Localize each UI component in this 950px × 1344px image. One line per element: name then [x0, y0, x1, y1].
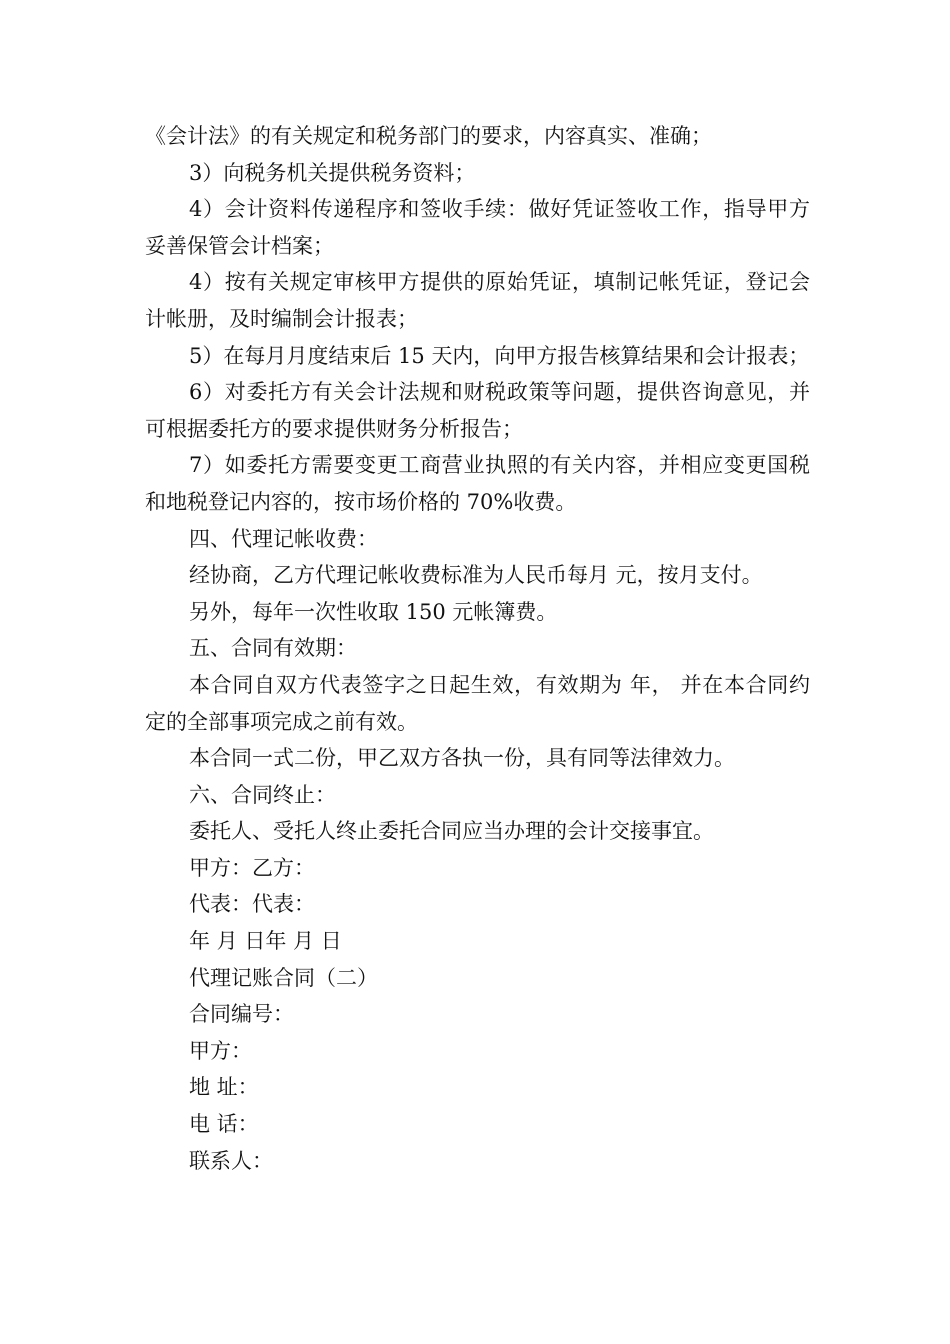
paragraph: 地 址：	[189, 1075, 259, 1100]
paragraph: 联系人：	[189, 1148, 273, 1173]
paragraph: 合同编号：	[189, 1002, 294, 1027]
paragraph: 五、合同有效期：	[189, 636, 357, 661]
paragraph: 本合同一式二份，甲乙双方各执一份，具有同等法律效力。	[189, 746, 735, 771]
paragraph: 4）按有关规定审核甲方提供的原始凭证，填制记帐凭证，登记会计帐册，及时编制会计报表；	[145, 270, 810, 331]
paragraph: 3）向税务机关提供税务资料；	[189, 160, 476, 185]
paragraph: 经协商，乙方代理记帐收费标准为人民币每月 元，按月支付。	[189, 563, 763, 588]
paragraph: 7）如委托方需要变更工商营业执照的有关内容，并相应变更国税和地税登记内容的，按市场价格的 70%收费。	[145, 453, 810, 514]
paragraph: 另外，每年一次性收取 150 元帐簿费。	[189, 599, 558, 624]
paragraph: 甲方：乙方：	[189, 855, 315, 880]
paragraph: 年 月 日年 月 日	[189, 929, 342, 954]
paragraph: 委托人、受托人终止委托合同应当办理的会计交接事宜。	[189, 819, 714, 844]
paragraph: 四、代理记帐收费：	[189, 526, 378, 551]
paragraph: 六、合同终止：	[189, 782, 336, 807]
paragraph: 本合同自双方代表签字之日起生效，有效期为 年， 并在本合同约定的全部事项完成之前有效。	[145, 672, 810, 734]
paragraph: 4）会计资料传递程序和签收手续：做好凭证签收工作，指导甲方妥善保管会计档案；	[145, 197, 810, 258]
contract-body	[145, 118, 810, 1179]
paragraph: 《会计法》的有关规定和税务部门的要求，内容真实、准确；	[145, 124, 712, 148]
paragraph: 代表：代表：	[189, 892, 315, 917]
paragraph: 6）对委托方有关会计法规和财税政策等问题，提供咨询意见，并可根据委托方的要求提供财务分析报告；	[145, 380, 810, 441]
paragraph: 电 话：	[189, 1112, 259, 1137]
paragraph: 甲方：	[189, 1038, 252, 1063]
paragraph: 5）在每月月度结束后 15 天内，向甲方报告核算结果和会计报表；	[189, 343, 810, 368]
paragraph: 代理记账合同（二）	[189, 965, 378, 990]
